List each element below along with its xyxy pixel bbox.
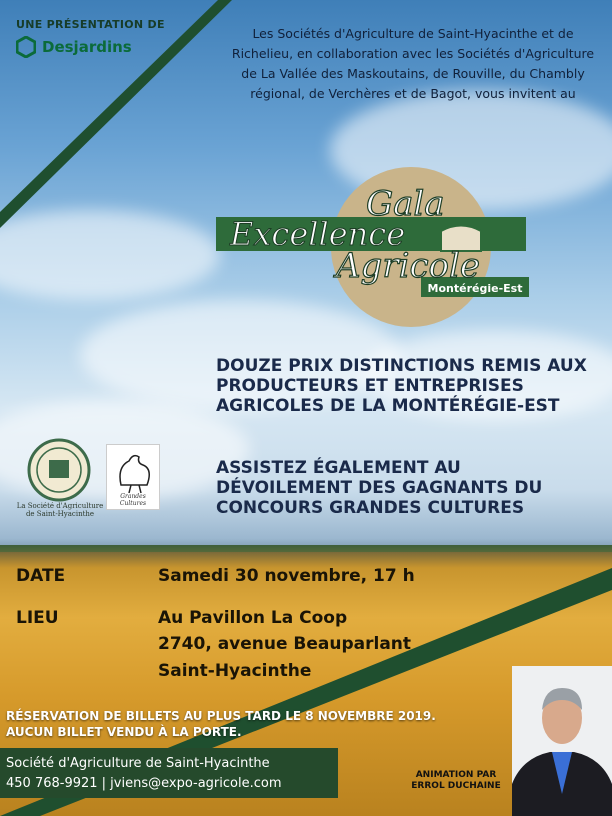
- place-label: LIEU: [16, 608, 59, 628]
- reservation-line1: RÉSERVATION DE BILLETS AU PLUS TARD LE 8 NOVEMBRE 2019.: [6, 709, 436, 723]
- top-left-band: [0, 0, 232, 228]
- logo-line3: Agricole: [336, 246, 480, 286]
- reveal-heading: ASSISTEZ ÉGALEMENT AU DÉVOILEMENT DES GAGNANTS DU CONCOURS GRANDES CULTURES: [216, 458, 543, 518]
- host-line2: ERROL DUCHAINE: [411, 781, 501, 791]
- logo-line2: Excellence: [230, 215, 406, 253]
- date-value: Samedi 30 novembre, 17 h: [158, 566, 415, 586]
- logo-line1: Gala: [366, 184, 445, 224]
- date-label: DATE: [16, 566, 66, 586]
- reservation-notice: [6, 708, 436, 740]
- presented-by-label: UNE PRÉSENTATION DE: [16, 18, 165, 31]
- intro-text: Les Sociétés d'Agriculture de Saint-Hyacinthe et de Richelieu, en collaboration avec les Sociétés d'Agriculture de La Vallée des Maskoutains, de Rouville, du Chambly régional, de Verchères et de Bagot, vous invitent au: [231, 26, 595, 101]
- place-line2: 2740, avenue Beauparlant: [158, 634, 412, 654]
- logo-region: Montérégie-Est: [427, 282, 523, 295]
- grandes-cultures-logo: [106, 444, 160, 510]
- reservation-line2: AUCUN BILLET VENDU À LA PORTE.: [6, 725, 242, 739]
- host-credit: [396, 770, 516, 792]
- gala-logo: [216, 165, 536, 330]
- contact-box: [0, 748, 338, 798]
- sponsor-name: Desjardins: [42, 38, 132, 56]
- host-photo: [512, 666, 612, 816]
- place-line3: Saint-Hyacinthe: [158, 661, 312, 681]
- seal-label: La Société d'Agriculture de Saint-Hyacinthe: [16, 502, 104, 518]
- host-line1: ANIMATION PAR: [415, 770, 497, 780]
- desjardins-hexagon-icon: [16, 36, 36, 58]
- place-line1: Au Pavillon La Coop: [158, 608, 348, 628]
- rooster-icon: [107, 445, 159, 497]
- rooster-label: Grandes Cultures: [119, 493, 147, 507]
- prizes-heading: DOUZE PRIX DISTINCTIONS REMIS AUX PRODUCTEURS ET ENTREPRISES AGRICOLES DE LA MONTÉRÉGIE-EST: [216, 356, 587, 416]
- contact-phone-email[interactable]: 450 768-9921 | jviens@expo-agricole.com: [6, 776, 282, 791]
- sponsor-logo: [16, 36, 132, 58]
- contact-org: Société d'Agriculture de Saint-Hyacinthe: [6, 756, 270, 771]
